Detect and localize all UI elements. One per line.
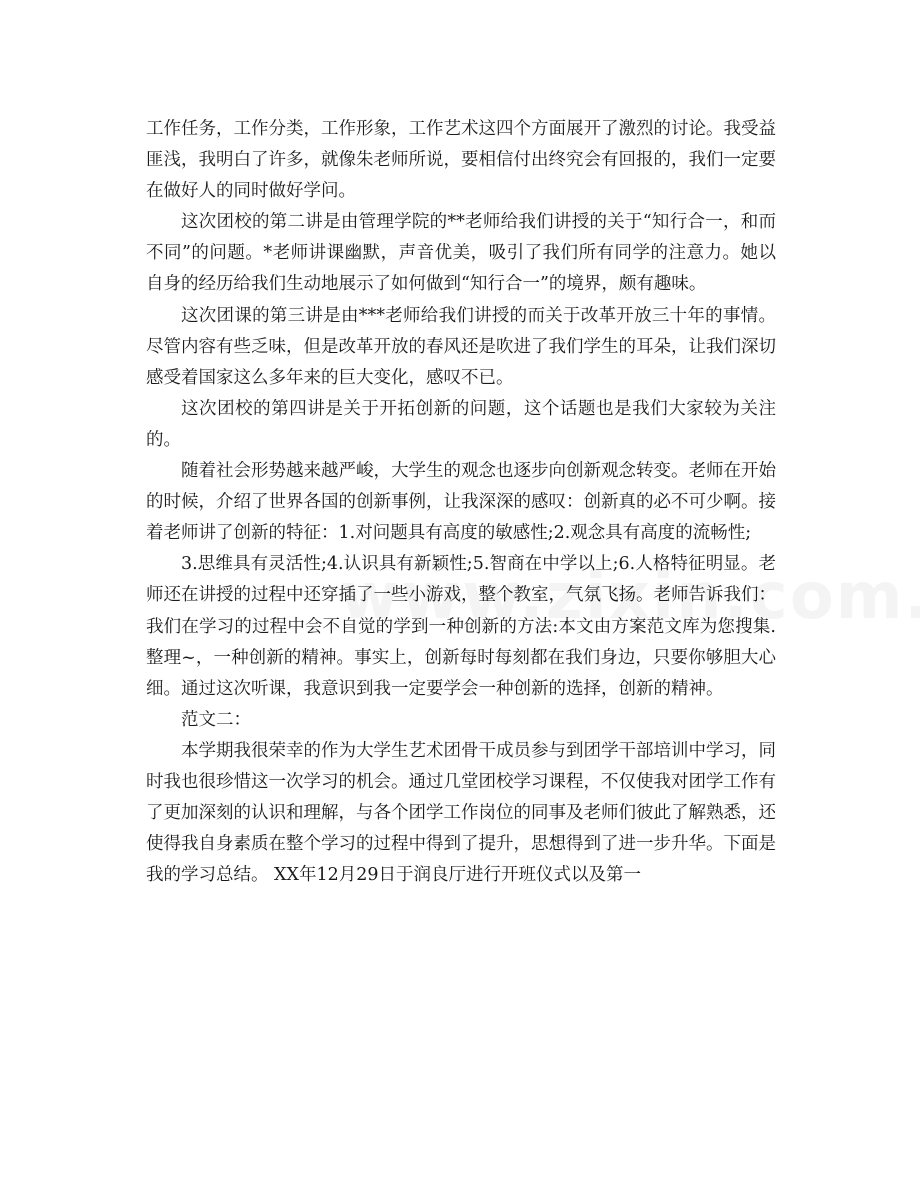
paragraph-7: 本学期我很荣幸的作为大学生艺术团骨干成员参与到团学干部培训中学习，同时我也很珍惜这一次学习的机会。通过几堂团校学习课程，不仅使我对团学工作有了更加深刻的认识和理解，与各个团学工作岗位的同事及老师们彼此了解熟悉，还使得我自身素质在整个学习的过程中得到了提升，思想得到了进一步升华。下面是我的学习总结。 XX年12月29日于润良厅进行开班仪式以及第一 — [146, 740, 776, 886]
section-heading-fanwen-2: 范文二： — [181, 709, 251, 730]
paragraph-2: 这次团校的第二讲是由管理学院的**老师给我们讲授的关于“知行合一，和而不同”的问题。*老师讲课幽默，声音优美，吸引了我们所有同学的注意力。她以自身的经历给我们生动地展示了如何做到“知行合一”的境界，颇有趣味。 — [146, 212, 776, 295]
paragraph-6: 3.思维具有灵活性;4.认识具有新颖性;5.智商在中学以上;6.人格特征明显。老师还在讲授的过程中还穿插了一些小游戏，整个教室，气氛飞扬。老师告诉我们：我们在学习的过程中会不自觉的学到一种创新的方法:本文由方案范文库为您搜集.整理~，一种创新的精神。事实上，创新每时每刻都在我们身边，只要你够胆大心细。通过这次听课，我意识到我一定要学会一种创新的选择，创新的精神。 — [146, 554, 776, 699]
paragraph-3: 这次团课的第三讲是由***老师给我们讲授的而关于改革开放三十年的事情。尽管内容有些乏味，但是改革开放的春风还是吹进了我们学生的耳朵，让我们深切感受着国家这么多年来的巨大变化，感叹不已。 — [146, 305, 776, 388]
paragraph-1: 工作任务，工作分类，工作形象，工作艺术这四个方面展开了激烈的讨论。我受益匪浅，我明白了许多，就像朱老师所说，要相信付出终究会有回报的，我们一定要在做好人的同时做好学问。 — [146, 119, 776, 202]
document-body — [146, 114, 776, 891]
paragraph-4: 这次团校的第四讲是关于开拓创新的问题，这个话题也是我们大家较为关注的。 — [146, 398, 776, 450]
paragraph-5: 随着社会形势越来越严峻，大学生的观念也逐步向创新观念转变。老师在开始的时候，介绍了世界各国的创新事例，让我深深的感叹：创新真的必不可少啊。接着老师讲了创新的特征：1.对问题具有高度的敏感性;2.观念具有高度的流畅性; — [146, 461, 776, 544]
